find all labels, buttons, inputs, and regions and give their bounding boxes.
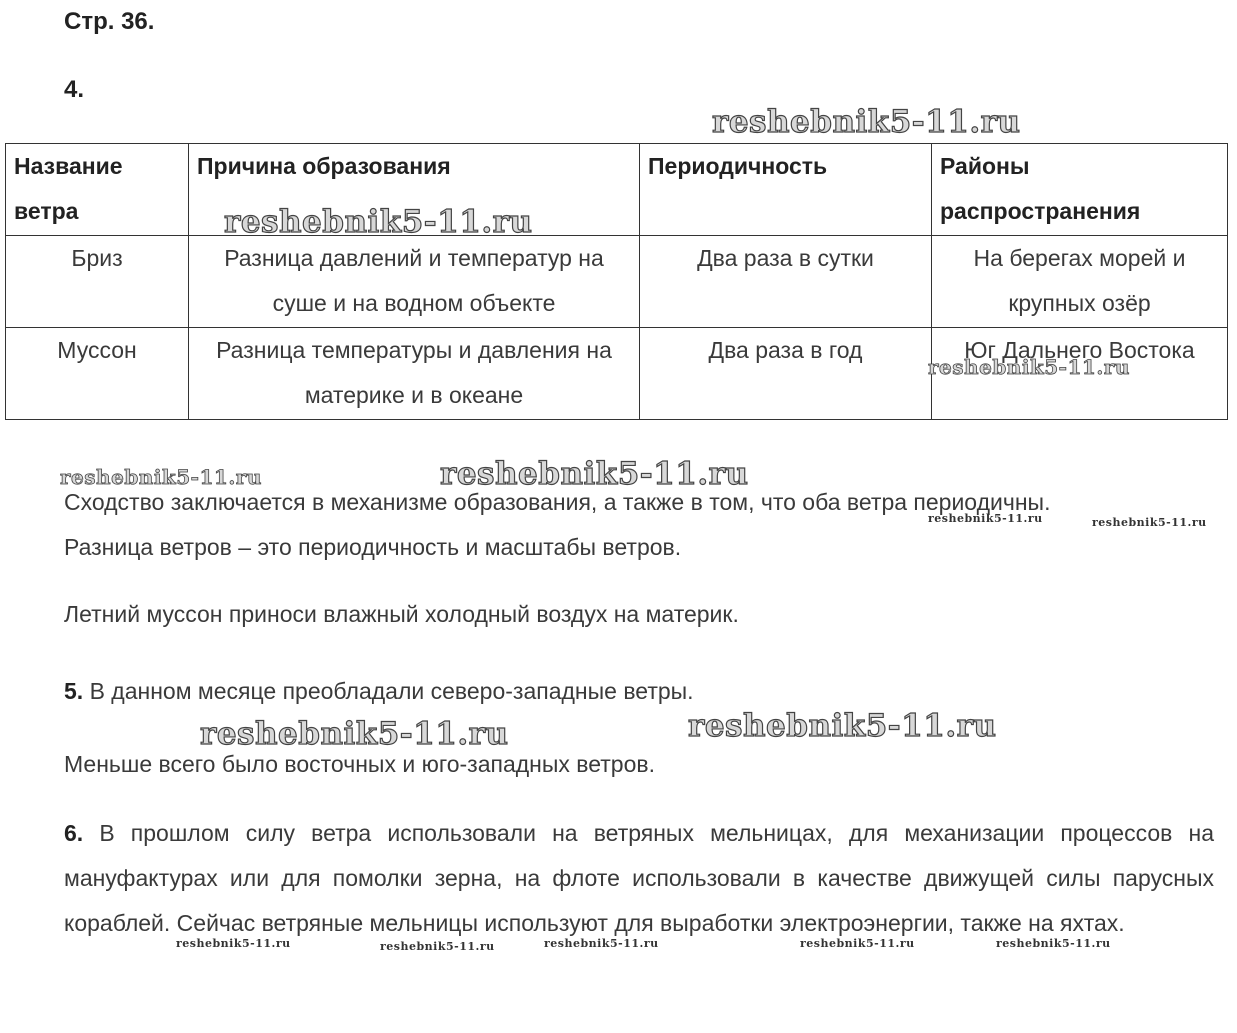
cell-cause: Разница температуры и давления на материке и в океане <box>189 328 640 420</box>
page-reference: Стр. 36. <box>64 8 155 35</box>
watermark: reshebnik5-11.ru <box>380 940 495 953</box>
watermark: reshebnik5-11.ru <box>800 937 915 950</box>
cell-periodicity: Два раза в год <box>640 328 932 420</box>
watermark: reshebnik5-11.ru <box>928 355 1130 379</box>
watermark: reshebnik5-11.ru <box>176 937 291 950</box>
header-regions: Районы распространения <box>932 144 1228 236</box>
cell-periodicity: Два раза в сутки <box>640 236 932 328</box>
cell-wind-name: Муссон <box>6 328 189 420</box>
table-header-row <box>6 144 1228 236</box>
watermark: reshebnik5-11.ru <box>1092 516 1207 529</box>
watermark: reshebnik5-11.ru <box>688 708 997 744</box>
summer-monsoon-text: Летний муссон приноси влажный холодный воздух на материк. <box>64 601 739 627</box>
similarity-text: Сходство заключается в механизме образования, а также в том, что оба ветра периодичны. <box>64 489 1051 515</box>
header-wind-name: Название ветра <box>6 144 189 236</box>
watermark: reshebnik5-11.ru <box>544 937 659 950</box>
cell-regions: Юг Дальнего Востока <box>932 328 1228 420</box>
watermark: reshebnik5-11.ru <box>712 104 1021 140</box>
task-5-line-2: Меньше всего было восточных и юго-западных ветров. <box>64 751 655 777</box>
task-6-paragraph <box>64 811 1214 946</box>
task-6-text: В прошлом силу ветра использовали на ветряных мельницах, для механизации процессов на мануфактурах или для помолки зерна, на флоте использовали в качестве движущей силы парусных кораблей. Сейчас ветряные мельницы используют для выработки электроэнергии, также на яхтах. <box>64 820 1214 936</box>
table-row <box>6 236 1228 328</box>
task-5-line-1 <box>64 669 1214 714</box>
task-5-number: 5. <box>64 678 84 704</box>
task-5-text: В данном месяце преобладали северо-западные ветры. <box>89 678 694 704</box>
watermark: reshebnik5-11.ru <box>928 512 1043 525</box>
watermark: reshebnik5-11.ru <box>200 716 509 752</box>
watermark: reshebnik5-11.ru <box>996 937 1111 950</box>
watermark: reshebnik5-11.ru <box>224 204 533 240</box>
header-cause: Причина образования <box>189 144 640 236</box>
task-4-number: 4. <box>64 76 85 103</box>
task-6-number: 6. <box>64 820 84 846</box>
watermark: reshebnik5-11.ru <box>440 456 749 492</box>
watermark: reshebnik5-11.ru <box>60 465 262 489</box>
cell-regions: На берегах морей и крупных озёр <box>932 236 1228 328</box>
cell-wind-name: Бриз <box>6 236 189 328</box>
header-periodicity: Периодичность <box>640 144 932 236</box>
difference-text: Разница ветров – это периодичность и масштабы ветров. <box>64 534 682 560</box>
cell-cause: Разница давлений и температур на суше и на водном объекте <box>189 236 640 328</box>
